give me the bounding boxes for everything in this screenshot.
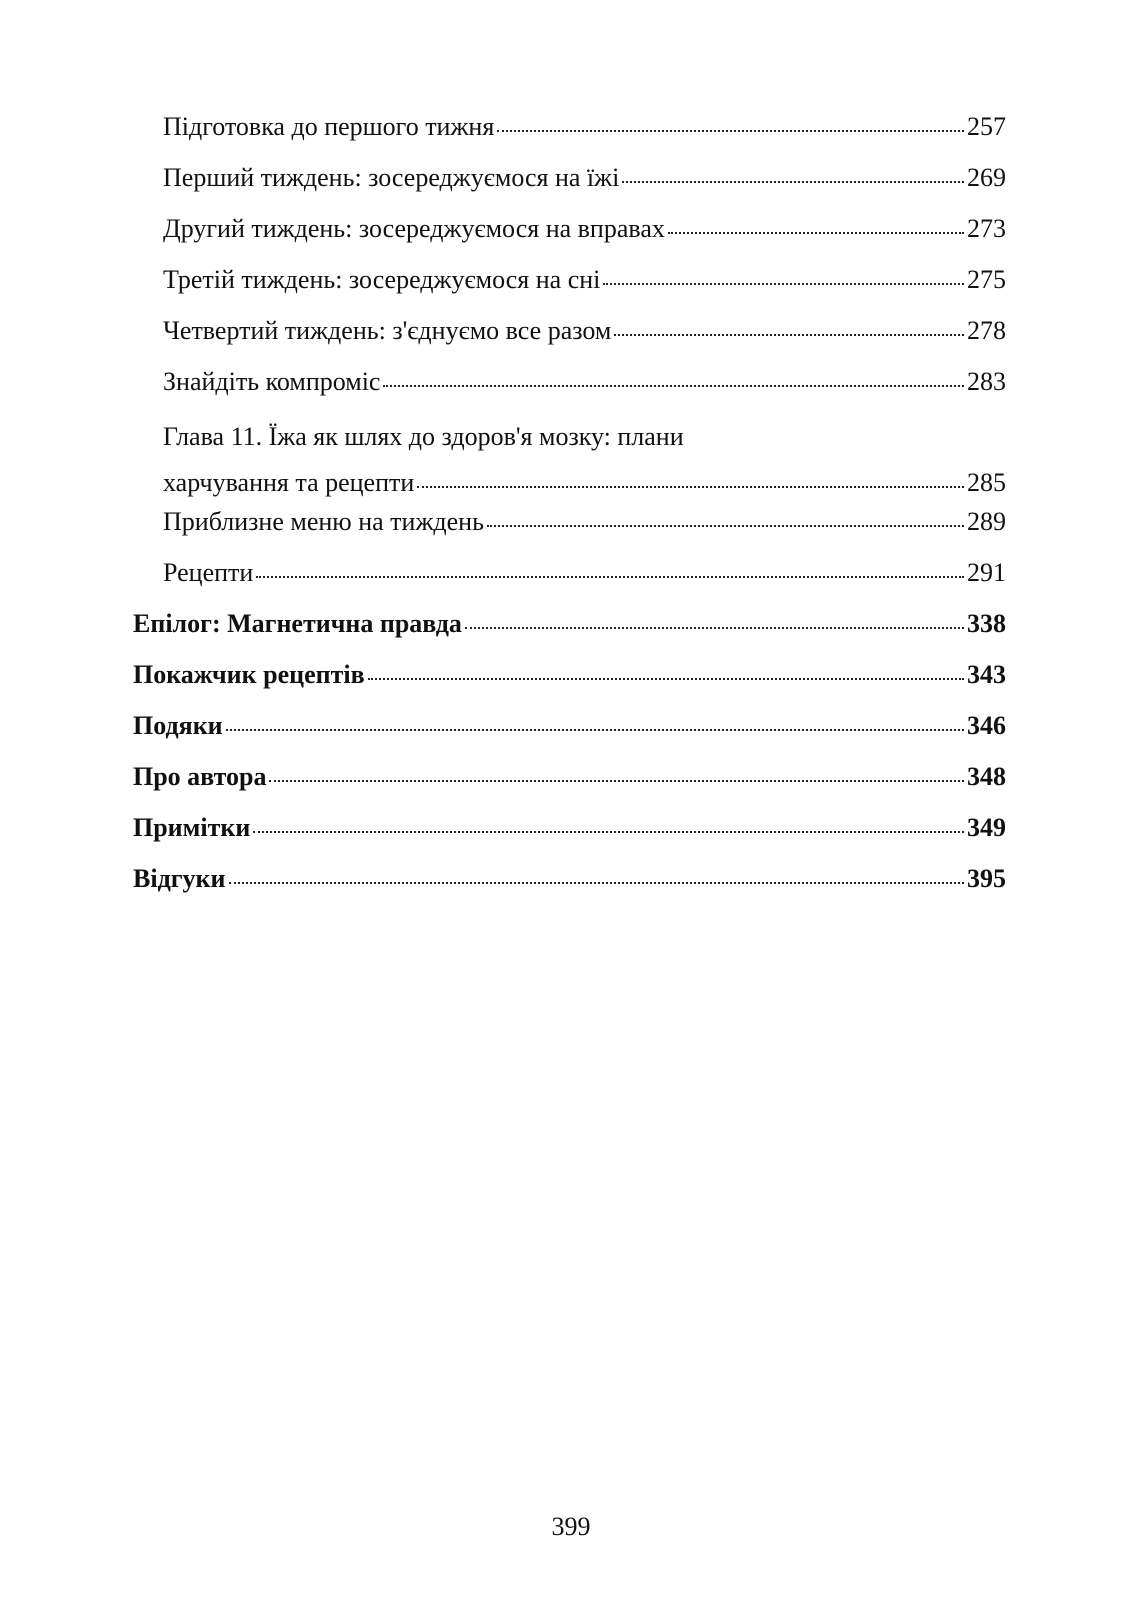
toc-entry-title: Знайдіть компроміс — [163, 367, 381, 396]
toc-entry-page: 289 — [967, 507, 1006, 536]
toc-entry-main[interactable] — [133, 760, 1006, 794]
toc-entry-chapter-11[interactable] — [163, 420, 1006, 500]
toc-entry-title: Приблизне меню на тиждень — [163, 507, 484, 536]
toc-entry-page: 285 — [967, 468, 1006, 497]
dot-leader — [497, 130, 964, 132]
toc-entry-page: 275 — [967, 265, 1006, 294]
dot-leader — [668, 232, 964, 234]
toc-entry-title: Покажчик рецептів — [133, 660, 365, 689]
toc-entry-main[interactable] — [133, 811, 1006, 845]
toc-entry-page: 291 — [967, 558, 1006, 587]
toc-entry[interactable] — [163, 556, 1006, 590]
dot-leader — [603, 283, 964, 285]
toc-entry-title: Епілог: Магнетична правда — [133, 609, 462, 638]
toc-entry-page: 273 — [967, 214, 1006, 243]
toc-entry[interactable] — [163, 314, 1006, 348]
dot-leader — [465, 627, 964, 629]
toc-entry-page: 349 — [967, 813, 1006, 842]
dot-leader — [487, 525, 964, 527]
toc-entry[interactable] — [163, 505, 1006, 539]
toc-entry-title: Рецепти — [163, 558, 254, 587]
dot-leader — [226, 729, 964, 731]
toc-entry-page: 395 — [967, 864, 1006, 893]
toc-entry-title: Відгуки — [133, 864, 226, 893]
toc-entry-page: 338 — [967, 609, 1006, 638]
toc-entry-title: Подяки — [133, 711, 223, 740]
toc-entry-page: 346 — [967, 711, 1006, 740]
dot-leader — [269, 780, 964, 782]
toc-entry-title: Підготовка до першого тижня — [163, 112, 495, 141]
toc-entry-title: Примітки — [133, 813, 251, 842]
toc-entry-title-line1: Глава 11. Їжа як шлях до здоров'я мозку: плани — [163, 422, 684, 451]
toc-entry-main[interactable] — [133, 658, 1006, 692]
toc-entry[interactable] — [163, 110, 1006, 144]
dot-leader — [253, 831, 964, 833]
toc-entry-page: 343 — [967, 660, 1006, 689]
dot-leader — [417, 486, 964, 488]
toc-entry[interactable] — [163, 161, 1006, 195]
toc-entry-main[interactable] — [133, 709, 1006, 743]
toc-entry[interactable] — [163, 212, 1006, 246]
dot-leader — [383, 385, 964, 387]
dot-leader — [614, 334, 964, 336]
dot-leader — [229, 882, 965, 884]
toc-entry[interactable] — [163, 365, 1006, 399]
toc-entry-page: 278 — [967, 316, 1006, 345]
toc-entry-page: 348 — [967, 762, 1006, 791]
dot-leader — [256, 576, 964, 578]
toc-entry[interactable] — [163, 263, 1006, 297]
page-number: 399 — [551, 1512, 591, 1541]
toc-entry-title: Третій тиждень: зосереджуємося на сні — [163, 265, 601, 294]
toc-entry-page: 269 — [967, 163, 1006, 192]
toc-entry-title: Перший тиждень: зосереджуємося на їжі — [163, 163, 620, 192]
toc-entry-title: Про автора — [133, 762, 267, 791]
toc-entry-title: Четвертий тиждень: з'єднуємо все разом — [163, 316, 612, 345]
dot-leader — [622, 181, 964, 183]
toc-entry-title-line2: харчування та рецепти — [163, 468, 415, 497]
dot-leader — [368, 678, 964, 680]
toc-entry-main[interactable] — [133, 607, 1006, 641]
toc-entry-main[interactable] — [133, 862, 1006, 896]
toc-entry-page: 257 — [967, 112, 1006, 141]
toc-entry-page: 283 — [967, 367, 1006, 396]
toc-entry-title: Другий тиждень: зосереджуємося на вправах — [163, 214, 665, 243]
